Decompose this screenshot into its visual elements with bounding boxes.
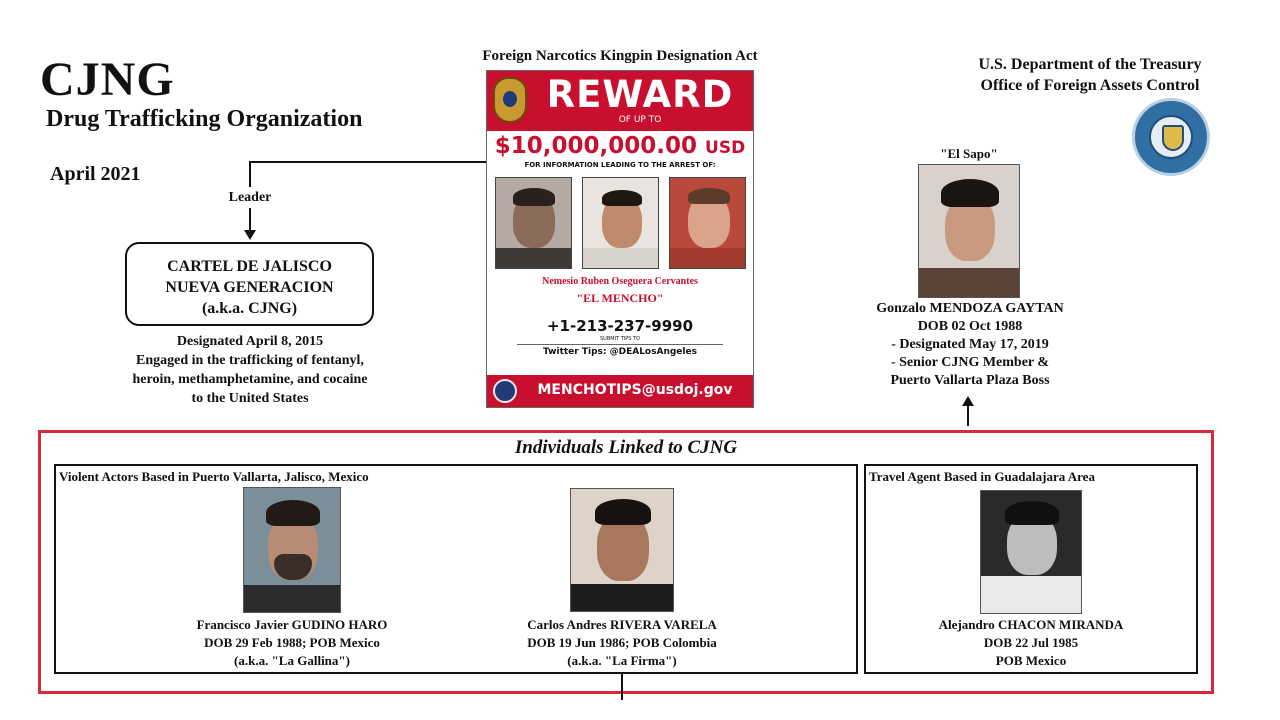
twitter-tips: Twitter Tips: @DEALosAngeles xyxy=(543,347,697,357)
treasury-line-2: Office of Foreign Assets Control xyxy=(980,77,1200,94)
sapo-designated: - Designated May 17, 2019 xyxy=(891,337,1049,352)
reward-heading: REWARD xyxy=(546,73,734,116)
reward-currency: USD xyxy=(705,138,746,158)
sapo-role-line-1: - Senior CJNG Member & xyxy=(890,355,1050,370)
submit-tips-label: SUBMIT TIPS TO xyxy=(600,336,640,342)
poster-divider xyxy=(517,344,723,345)
reward-poster xyxy=(486,70,754,408)
reward-amount-value: $10,000,000.00 xyxy=(494,133,698,159)
treasury-seal-icon xyxy=(1132,98,1210,176)
sapo-connector xyxy=(967,404,969,426)
act-title: Foreign Narcotics Kingpin Designation Act xyxy=(482,48,758,64)
cartel-desc-line-3: heroin, methamphetamine, and cocaine xyxy=(132,372,368,387)
sapo-details xyxy=(850,300,1090,390)
violent-actors-label: Violent Actors Based in Puerto Vallarta, Jalisco, Mexico xyxy=(59,469,369,484)
poster-photo-1 xyxy=(495,177,572,269)
chart-subtitle: Drug Trafficking Organization xyxy=(46,106,363,132)
individuals-title: Individuals Linked to CJNG xyxy=(514,437,738,458)
person-name: Alejandro CHACON MIRANDA xyxy=(938,617,1124,632)
cartel-description xyxy=(95,332,405,408)
cartel-desc-line-4: to the United States xyxy=(191,391,309,406)
person-dob-pob: DOB 29 Feb 1988; POB Mexico xyxy=(204,635,380,650)
person-name: Carlos Andres RIVERA VARELA xyxy=(527,617,717,632)
chart-title: CJNG xyxy=(40,53,175,106)
sapo-role-line-2: Puerto Vallarta Plaza Boss xyxy=(890,373,1050,388)
person-name: Francisco Javier GUDINO HARO xyxy=(196,617,388,632)
reward-up-to: OF UP TO xyxy=(618,115,662,125)
person-info-gudino xyxy=(150,616,434,670)
doj-seal-icon xyxy=(493,379,517,403)
person-aka: (a.k.a. "La Gallina") xyxy=(234,653,350,668)
person-pob: POB Mexico xyxy=(995,653,1067,668)
person-photo-chacon xyxy=(980,490,1082,614)
sapo-photo xyxy=(918,164,1020,298)
leader-label: Leader xyxy=(228,190,272,205)
treasury-line-1: U.S. Department of the Treasury xyxy=(978,56,1202,73)
chart-date: April 2021 xyxy=(50,163,141,185)
cartel-designated: Designated April 8, 2015 xyxy=(176,334,324,349)
travel-agent-label: Travel Agent Based in Guadalajara Area xyxy=(869,469,1095,484)
cartel-node xyxy=(125,242,374,326)
dea-badge-icon xyxy=(493,77,527,123)
cartel-aka: (a.k.a. CJNG) xyxy=(201,300,298,317)
poster-photo-3 xyxy=(669,177,746,269)
poster-header xyxy=(487,71,753,131)
cartel-name-line-2: NUEVA GENERACION xyxy=(165,279,334,296)
cartel-desc-line-2: Engaged in the trafficking of fentanyl, xyxy=(136,353,364,368)
sapo-arrow-icon xyxy=(962,396,974,406)
leader-arrow-icon xyxy=(244,230,256,240)
leader-arrow-line xyxy=(249,208,251,232)
poster-fugitive-name: Nemesio Ruben Oseguera Cervantes xyxy=(542,276,698,287)
poster-photo-2 xyxy=(582,177,659,269)
bottom-connector xyxy=(621,674,623,700)
treasury-heading xyxy=(940,54,1240,96)
person-photo-gudino xyxy=(243,487,341,613)
cartel-name-line-1: CARTEL DE JALISCO xyxy=(167,258,332,275)
tip-email: MENCHOTIPS@usdoj.gov xyxy=(537,382,733,398)
sapo-nickname: "El Sapo" xyxy=(940,146,998,161)
person-info-chacon xyxy=(900,616,1162,670)
person-info-rivera xyxy=(476,616,768,670)
sapo-name: Gonzalo MENDOZA GAYTAN xyxy=(876,301,1064,316)
sapo-dob: DOB 02 Oct 1988 xyxy=(917,319,1023,334)
person-dob-pob: DOB 19 Jun 1986; POB Colombia xyxy=(527,635,717,650)
person-aka: (a.k.a. "La Firma") xyxy=(567,653,677,668)
person-dob: DOB 22 Jul 1985 xyxy=(983,635,1079,650)
tip-phone: +1-213-237-9990 xyxy=(546,317,694,335)
person-photo-rivera xyxy=(570,488,674,612)
poster-fugitive-nickname: "EL MENCHO" xyxy=(576,291,664,305)
poster-footer xyxy=(487,375,753,407)
leader-connector-horizontal xyxy=(249,161,486,163)
reward-info: FOR INFORMATION LEADING TO THE ARREST OF: xyxy=(524,161,716,169)
reward-amount xyxy=(487,133,753,159)
leader-connector-vertical xyxy=(249,161,251,187)
